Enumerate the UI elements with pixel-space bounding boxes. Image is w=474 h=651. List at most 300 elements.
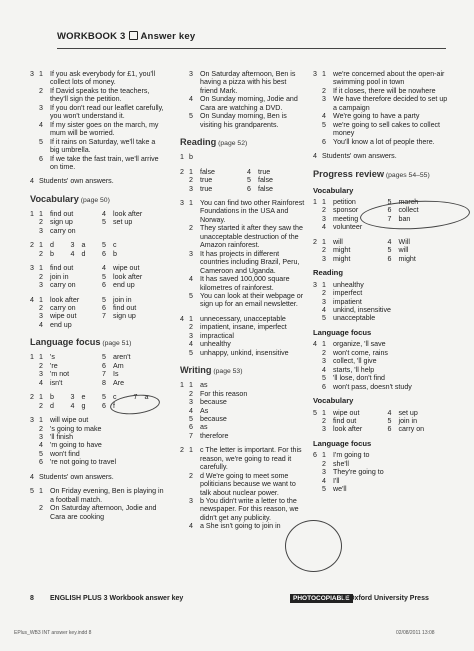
answer-row <box>180 407 305 415</box>
answer-cell: 1 <box>322 408 326 417</box>
answer-text: On Saturday afternoon, Jodie and Cara are cooking <box>50 504 157 521</box>
answer-text: I'm going to <box>333 451 370 460</box>
answer-cell: a <box>144 393 149 402</box>
answer-cell: might <box>333 246 351 255</box>
answer-row <box>180 95 305 112</box>
answer-cell: carry on <box>50 226 76 235</box>
column-1 <box>30 70 165 521</box>
answer-text: unhappy, unkind, insensitive <box>200 348 289 357</box>
answer-text: 'm going to have <box>50 441 102 450</box>
answer-row <box>180 332 305 340</box>
exercise-number <box>313 87 322 95</box>
answer-cell: true <box>258 167 271 176</box>
answer-cell <box>113 227 165 235</box>
answer-row <box>313 289 453 297</box>
answer-text: As <box>200 406 209 415</box>
answer-cell <box>30 312 39 320</box>
answer-cell: 1 <box>322 197 326 206</box>
answer-cell: 4 <box>322 223 326 232</box>
exercise-number <box>180 340 189 348</box>
answer-row <box>313 314 453 322</box>
answer-cell: b <box>113 249 117 258</box>
answer-row <box>30 433 165 441</box>
answer-text: because <box>200 414 227 423</box>
answer-cell: Am <box>113 361 124 370</box>
exercise-number <box>313 314 322 322</box>
answer-cell: 3 <box>70 393 75 402</box>
answer-cell: end up <box>113 281 135 290</box>
answer-cell: will <box>333 237 343 246</box>
exercise-number <box>313 112 322 120</box>
answer-grid <box>30 241 165 258</box>
answer-text: 're not going to travel <box>50 458 117 467</box>
answer-cell: d <box>50 401 54 410</box>
item-number: 2 <box>322 459 326 468</box>
exercise-number <box>30 504 39 521</box>
answer-row <box>180 315 305 323</box>
answer-cell: 5 <box>102 218 106 227</box>
exercise-number <box>180 415 189 423</box>
item-number: 6 <box>39 458 43 467</box>
answer-cell: 7 <box>133 393 138 402</box>
exercise-number <box>30 441 39 449</box>
answer-cell: 4 <box>102 209 106 218</box>
answer-cell: 2 <box>30 393 34 402</box>
answer-text: unhealthy <box>333 280 364 289</box>
exercise-number <box>313 468 322 476</box>
answer-cell <box>30 218 39 226</box>
item-number: 6 <box>322 137 326 146</box>
answer-cell: will <box>398 246 409 255</box>
exercise-number <box>180 95 189 112</box>
answer-row <box>30 450 165 458</box>
answer-cell: sign up <box>113 312 136 321</box>
item-number: 6 <box>189 423 193 432</box>
answer-cell <box>313 255 322 263</box>
answer-cell: 2 <box>39 303 43 312</box>
answer-row <box>30 458 165 466</box>
answer-row <box>180 340 305 348</box>
answer-row <box>30 416 165 424</box>
answer-cell: 2 <box>39 218 43 227</box>
answer-cell <box>313 215 322 223</box>
answer-row <box>313 383 453 391</box>
answer-text: On Saturday afternoon, Ben is having a pizza with his best friend Mark. <box>200 70 296 95</box>
answer-cell: 's <box>50 353 55 362</box>
item-number: 3 <box>189 398 193 407</box>
answer-row <box>180 153 305 161</box>
answer-grid <box>30 296 165 330</box>
answer-row <box>313 340 453 348</box>
answer-cell: 4 <box>387 408 392 417</box>
answer-row <box>313 138 453 146</box>
item-number: 4 <box>189 406 193 415</box>
answer-cell: 1 <box>313 197 317 206</box>
answer-text: she'll <box>333 459 349 468</box>
answer-text: b You didn't write a letter to the newspaper. For this reason, we didn't get any publicity. <box>200 497 299 522</box>
answer-text: If David speaks to the teachers, they'll sign the petition. <box>50 86 150 104</box>
answer-cell: 1 <box>39 295 43 304</box>
exercise-number <box>30 138 39 155</box>
item-number: 2 <box>322 86 326 95</box>
item-number: 7 <box>189 431 193 440</box>
answer-row <box>180 349 305 357</box>
answer-text: If you ask everybody for £1, you'll collect lots of money. <box>50 70 156 87</box>
answer-cell: e <box>81 393 86 402</box>
answer-row <box>180 415 305 423</box>
answer-cell: 4 <box>102 264 106 273</box>
answer-cell: Are <box>113 378 125 387</box>
answer-text: 's going to make <box>50 424 102 433</box>
answer-text: They're going to <box>333 468 384 477</box>
item-number: 3 <box>189 331 193 340</box>
answer-cell: false <box>258 176 273 185</box>
answer-cell: 3 <box>322 425 326 434</box>
exercise-number <box>30 458 39 466</box>
section-heading <box>313 397 453 405</box>
answer-row <box>313 121 453 138</box>
answer-cell <box>180 185 189 193</box>
answer-key-label: Answer key <box>140 31 196 42</box>
answer-cell: 3 <box>39 312 43 321</box>
exercise-number <box>180 323 189 331</box>
answer-cell: f <box>113 401 115 410</box>
exercise-number <box>313 298 322 306</box>
answer-cell: find out <box>50 264 74 273</box>
answer-grid <box>313 409 453 434</box>
answer-cell: 5 <box>102 241 106 250</box>
answer-text: will wipe out <box>50 416 89 425</box>
answer-cell: 5 <box>313 408 317 417</box>
item-number: 2 <box>189 389 193 398</box>
answer-row <box>30 138 165 155</box>
answer-row <box>180 381 305 389</box>
answer-cell: b <box>50 249 54 258</box>
item-number: 4 <box>322 476 326 485</box>
answer-row <box>180 432 305 440</box>
answer-cell <box>30 304 39 312</box>
answer-cell: 1 <box>39 209 43 218</box>
section-heading <box>313 269 453 277</box>
exercise-number <box>180 497 189 522</box>
answer-cell <box>134 250 145 258</box>
answer-cell: sign up <box>50 218 73 227</box>
answer-cell: 6 <box>102 281 106 290</box>
answer-cell: 4 <box>70 401 75 410</box>
answer-row <box>180 323 305 331</box>
answer-cell: 2 <box>39 361 43 370</box>
answer-cell: set up <box>113 218 133 227</box>
answer-cell <box>30 321 39 329</box>
answer-cell: 6 <box>102 401 106 410</box>
exercise-number <box>180 292 189 309</box>
item-number: 1 <box>322 451 326 460</box>
answer-text: Students' own answers. <box>322 152 397 161</box>
answer-text: If it closes, there will be nowhere <box>333 86 436 95</box>
exercise-number <box>180 407 189 415</box>
exercise-number <box>180 398 189 406</box>
section-heading <box>180 137 305 149</box>
section-page: (page 53) <box>213 368 243 376</box>
exercise-number: 1 <box>180 381 184 390</box>
answer-cell: look after <box>50 295 80 304</box>
item-number: 4 <box>322 305 326 314</box>
square-icon <box>129 31 138 40</box>
answer-text: It has projects in different countries including Brazil, Peru, Cameroon and Uganda. <box>200 249 300 275</box>
exercise-number: 4 <box>313 152 317 161</box>
exercise-number <box>313 357 322 365</box>
answer-cell: d <box>50 241 54 250</box>
exercise-number <box>180 250 189 275</box>
item-number: 4 <box>189 95 193 104</box>
answer-text: as <box>200 423 208 432</box>
answer-row <box>180 292 305 309</box>
answer-text: If my sister goes on the march, my mum will be worried. <box>50 120 159 138</box>
answer-text: I'll <box>333 476 340 485</box>
answer-row <box>313 485 453 493</box>
answer-row <box>180 522 305 530</box>
answer-row <box>180 423 305 431</box>
answer-cell <box>145 241 166 249</box>
section-page: (page 50) <box>80 196 110 204</box>
answer-cell: 5 <box>102 295 106 304</box>
item-number: 1 <box>39 487 43 496</box>
answer-cell: sponsor <box>333 206 359 215</box>
answer-cell: 4 <box>30 295 34 304</box>
answer-row <box>313 468 453 476</box>
section-page: (page 51) <box>102 340 132 348</box>
answer-text: You can find two other Rainforest Foundations in the USA and Norway. <box>200 198 305 224</box>
answer-cell: false <box>258 184 273 193</box>
item-number: 5 <box>322 485 326 494</box>
answer-cell: c <box>113 241 117 250</box>
answer-cell: 2 <box>39 272 43 281</box>
exercise-number <box>30 433 39 441</box>
exercise-number: 4 <box>30 177 34 186</box>
answer-text: unhealthy <box>200 340 231 349</box>
pen-circle-annotation <box>285 520 342 572</box>
section-heading <box>313 329 453 337</box>
item-number: 1 <box>322 280 326 289</box>
answer-grid <box>30 353 165 387</box>
answer-cell: 4 <box>247 167 251 176</box>
answer-cell: g <box>81 401 86 410</box>
answer-cell <box>30 402 39 410</box>
answer-cell: 1 <box>30 209 34 218</box>
item-number: 5 <box>322 120 326 129</box>
exercise-number: 1 <box>180 153 184 162</box>
exercise-number <box>313 306 322 314</box>
answer-cell: 5 <box>247 176 251 185</box>
answer-cell <box>180 176 189 184</box>
answer-text: If you don't read our leaflet carefully, you won't understand it. <box>50 103 164 121</box>
item-number: 5 <box>189 291 193 300</box>
item-number: 4 <box>39 120 43 129</box>
answer-cell: aren't <box>113 353 131 362</box>
answer-cell: 3 <box>30 264 34 273</box>
exercise-number <box>313 460 322 468</box>
exercise-number <box>180 70 189 95</box>
answer-text: 'll finish <box>50 432 74 441</box>
answer-row <box>30 425 165 433</box>
answer-text: b <box>189 153 193 162</box>
exercise-number: 3 <box>30 70 34 78</box>
exercise-number <box>313 138 322 146</box>
answer-row <box>30 487 165 504</box>
answer-cell <box>102 321 113 329</box>
answer-cell: 2 <box>322 246 326 255</box>
answer-cell: isn't <box>50 378 63 387</box>
answer-cell: 3 <box>189 184 193 193</box>
answer-text: Students' own answers. <box>39 472 114 481</box>
answer-cell: 5 <box>387 416 392 425</box>
answer-cell: 3 <box>322 254 326 263</box>
item-number: 5 <box>39 449 43 458</box>
answer-cell <box>30 379 39 387</box>
item-number: 4 <box>189 340 193 349</box>
answer-text: We have therefore decided to set up a campaign <box>333 95 448 112</box>
answer-text: For this reason <box>200 389 248 398</box>
answer-text: They started it after they saw the unacceptable destruction of the Amazon rainforest. <box>200 224 303 250</box>
answer-text: d We're going to meet some politicians because we want to talk about nuclear power. <box>200 471 296 497</box>
answer-row <box>30 104 165 121</box>
answer-cell: 5 <box>387 246 392 255</box>
item-number: 2 <box>189 224 193 233</box>
exercise-number <box>180 423 189 431</box>
answer-cell: 1 <box>322 237 326 246</box>
item-number: 6 <box>39 154 43 163</box>
section-page: (page 52) <box>218 140 248 148</box>
answer-row <box>313 374 453 382</box>
answer-cell: 5 <box>102 393 106 402</box>
answer-row <box>313 298 453 306</box>
section-heading <box>313 440 453 448</box>
answer-text: starts, 'll help <box>333 365 375 374</box>
answer-text: because <box>200 398 227 407</box>
item-number: 3 <box>322 297 326 306</box>
section-title: Language focus <box>313 327 372 337</box>
answer-row <box>180 390 305 398</box>
exercise-number <box>30 87 39 104</box>
exercise-number: 2 <box>180 446 184 455</box>
answer-cell: 4 <box>39 378 43 387</box>
item-number: 3 <box>189 249 193 258</box>
answer-cell: 3 <box>322 214 326 223</box>
answer-cell: 3 <box>70 241 75 250</box>
answer-grid <box>180 168 305 193</box>
answer-row <box>180 398 305 406</box>
answer-grid <box>313 238 453 263</box>
answer-cell: look after <box>113 209 143 218</box>
answer-cell: wipe out <box>113 264 140 273</box>
answer-cell: find out <box>113 303 137 312</box>
section-title: Vocabulary <box>313 185 354 195</box>
exercise-number: 4 <box>30 472 34 481</box>
answer-row <box>313 366 453 374</box>
answer-text: unkind, insensitive <box>333 305 391 314</box>
exercise-number <box>30 121 39 138</box>
answer-cell: end up <box>50 320 72 329</box>
exercise-number <box>180 472 189 497</box>
answer-cell: 7 <box>387 214 392 223</box>
answer-text: unnecessary, unacceptable <box>200 314 286 323</box>
item-number: 2 <box>189 471 193 480</box>
item-number: 5 <box>322 374 326 383</box>
answer-row <box>180 275 305 292</box>
answer-cell: petition <box>333 197 356 206</box>
answer-row <box>313 460 453 468</box>
exercise-number: 3 <box>30 416 34 425</box>
section-title: Language focus <box>30 337 101 348</box>
answer-text: 'll lose, don't find <box>333 374 386 383</box>
answer-cell: set up <box>398 408 418 417</box>
answer-cell: 1 <box>39 264 43 273</box>
answer-text: won't come, rains <box>333 348 388 357</box>
answer-cell: carry on <box>398 425 425 434</box>
item-number: 1 <box>322 70 326 78</box>
answer-cell <box>30 362 39 370</box>
exercise-number: 3 <box>313 280 317 289</box>
answer-row <box>30 87 165 104</box>
section-heading <box>313 187 453 195</box>
answer-text: we'll <box>333 485 347 494</box>
answer-cell: 3 <box>39 370 43 379</box>
answer-cell <box>30 370 39 378</box>
answer-text: Students' own answers. <box>39 177 114 186</box>
file-note-right: 02/08/2011 13:08 <box>396 630 435 636</box>
answer-cell: 1 <box>189 167 193 176</box>
answer-cell: find out <box>333 416 357 425</box>
answer-cell: 1 <box>39 241 43 250</box>
item-number: 1 <box>189 381 193 390</box>
answer-cell: might <box>398 254 416 263</box>
answer-text: therefore <box>200 431 229 440</box>
answer-cell: 5 <box>387 197 392 206</box>
answer-row <box>313 112 453 120</box>
exercise-number <box>180 432 189 440</box>
exercise-number <box>313 374 322 382</box>
item-number: 1 <box>39 70 43 78</box>
section-heading <box>30 194 165 206</box>
answer-text: a She isn't going to join in <box>200 522 281 531</box>
section-heading <box>30 337 165 349</box>
answer-cell: b <box>50 393 54 402</box>
page-number: 8 <box>30 595 34 602</box>
exercise-number <box>30 104 39 121</box>
answer-row <box>180 199 305 224</box>
answer-text: impatient <box>333 297 362 306</box>
answer-cell: 6 <box>387 425 392 434</box>
answer-cell: 3 <box>39 226 43 235</box>
answer-text: impractical <box>200 331 234 340</box>
exercise-number <box>180 112 189 129</box>
answer-row <box>313 70 453 87</box>
item-number: 2 <box>39 424 43 433</box>
answer-cell: wipe out <box>333 408 360 417</box>
item-number: 3 <box>189 497 193 506</box>
answer-text: as <box>200 381 208 390</box>
item-number: 1 <box>322 340 326 349</box>
section-title: Reading <box>180 137 217 148</box>
answer-cell: 'm not <box>50 370 70 379</box>
book-title: ENGLISH PLUS 3 Workbook answer key <box>50 595 184 602</box>
item-number: 2 <box>322 348 326 357</box>
answer-row <box>313 152 453 160</box>
answer-cell: 5 <box>102 353 106 362</box>
item-number: 5 <box>39 137 43 146</box>
section-title: Vocabulary <box>30 193 79 204</box>
answer-cell: march <box>398 197 419 206</box>
